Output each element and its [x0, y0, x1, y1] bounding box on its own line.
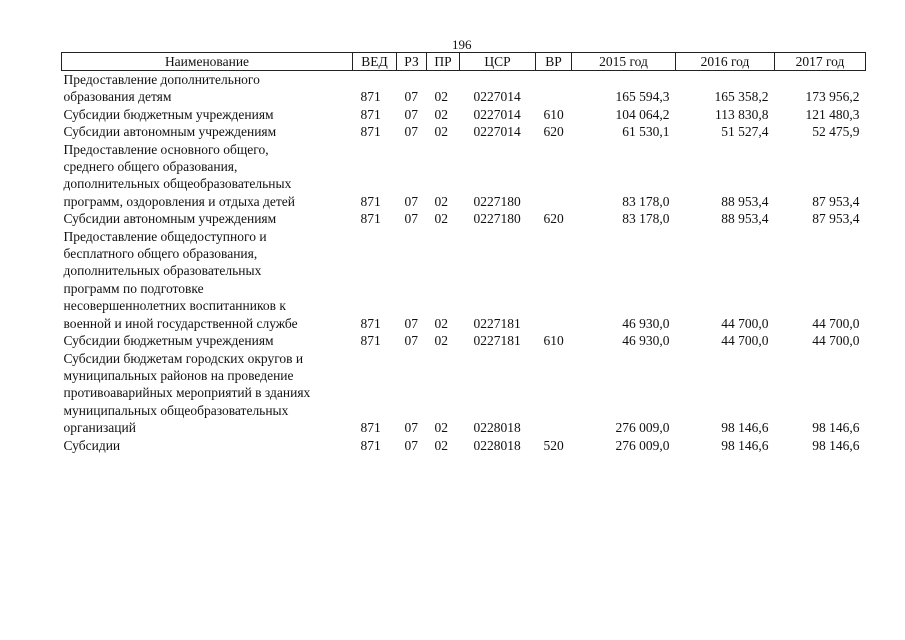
row-name-cell: Субсидии автономным учреждениям — [63, 211, 277, 227]
row-2017-cell: 87 953,4 — [812, 211, 860, 227]
row-vr-cell — [536, 228, 572, 332]
row-2016-cell: 44 700,0 — [721, 333, 769, 349]
row-rz-cell: 07 — [404, 124, 418, 140]
row-2015-cell: 46 930,0 — [622, 333, 670, 349]
row-rz-cell: 07 — [404, 437, 418, 453]
row-rz-cell: 07 — [404, 89, 418, 105]
row-rz-cell: 07 — [404, 106, 418, 122]
row-2017-cell: 173 956,2 — [805, 89, 860, 105]
table-row — [62, 228, 866, 332]
row-csr-cell: 0227181 — [473, 315, 521, 331]
row-2016-cell: 98 146,6 — [721, 420, 769, 436]
header-vr: ВР — [536, 53, 572, 71]
row-2016-cell: 98 146,6 — [721, 437, 769, 453]
row-vr-cell — [536, 350, 572, 437]
row-vr-cell: 610 — [543, 333, 564, 349]
row-csr-cell: 0227014 — [473, 124, 521, 140]
row-2017-cell: 44 700,0 — [812, 333, 860, 349]
row-ved-cell: 871 — [360, 333, 381, 349]
row-2017-cell: 98 146,6 — [812, 420, 860, 436]
row-name-cell: Предоставление основного общего, среднего общего образования, дополнительных общеобразовательных программ, оздоровления и отдыха детей — [63, 141, 296, 209]
row-ved-cell: 871 — [360, 211, 381, 227]
row-name-cell: Субсидии — [63, 437, 121, 453]
row-pr-cell: 02 — [434, 106, 448, 122]
table-row — [62, 123, 866, 140]
table-row — [62, 332, 866, 349]
row-csr-cell: 0227181 — [473, 333, 521, 349]
row-2016-cell: 51 527,4 — [721, 124, 769, 140]
budget-table — [61, 52, 866, 454]
row-2015-cell: 46 930,0 — [622, 315, 670, 331]
table-row — [62, 437, 866, 454]
row-vr-cell: 520 — [543, 437, 564, 453]
header-rz: РЗ — [397, 53, 427, 71]
table-row — [62, 350, 866, 437]
row-2016-cell: 113 830,8 — [715, 106, 769, 122]
row-name-cell: Субсидии бюджетным учреждениям — [63, 106, 274, 122]
row-ved-cell: 871 — [360, 193, 381, 209]
header-2017: 2017 год — [775, 53, 866, 71]
row-2015-cell: 104 064,2 — [615, 106, 670, 122]
row-csr-cell: 0227180 — [473, 193, 521, 209]
row-2017-cell: 121 480,3 — [805, 106, 860, 122]
row-pr-cell: 02 — [434, 333, 448, 349]
row-vr-cell: 620 — [543, 124, 564, 140]
row-vr-cell: 620 — [543, 211, 564, 227]
row-name-cell: Предоставление общедоступного и бесплатного общего образования, дополнительных образовательных программ по подготовке несовершеннолетних воспитанников к военной и иной государственной службе — [63, 228, 298, 331]
table-row — [62, 141, 866, 211]
row-csr-cell: 0228018 — [473, 437, 521, 453]
row-vr-cell — [536, 141, 572, 211]
row-vr-cell: 610 — [543, 106, 564, 122]
row-2017-cell: 87 953,4 — [812, 193, 860, 209]
row-2015-cell: 83 178,0 — [622, 211, 670, 227]
row-pr-cell: 02 — [434, 437, 448, 453]
table-row — [62, 71, 866, 106]
row-pr-cell: 02 — [434, 315, 448, 331]
table-header-row — [62, 53, 866, 71]
row-name-cell: Субсидии бюджетам городских округов и муниципальных районов на проведение противоаварийных мероприятий в зданиях муниципальных общеобразовательных организаций — [63, 350, 311, 436]
row-2015-cell: 61 530,1 — [622, 124, 670, 140]
row-csr-cell: 0228018 — [473, 420, 521, 436]
row-rz-cell: 07 — [404, 333, 418, 349]
row-vr-cell — [536, 71, 572, 106]
row-pr-cell: 02 — [434, 193, 448, 209]
page-number: 196 — [452, 37, 472, 52]
row-2015-cell: 276 009,0 — [615, 437, 670, 453]
row-pr-cell: 02 — [434, 420, 448, 436]
table-row — [62, 106, 866, 123]
row-pr-cell: 02 — [434, 211, 448, 227]
row-ved-cell: 871 — [360, 315, 381, 331]
header-csr: ЦСР — [460, 53, 536, 71]
row-ved-cell: 871 — [360, 420, 381, 436]
row-csr-cell: 0227014 — [473, 106, 521, 122]
row-rz-cell: 07 — [404, 193, 418, 209]
row-pr-cell: 02 — [434, 124, 448, 140]
row-rz-cell: 07 — [404, 420, 418, 436]
row-pr-cell: 02 — [434, 89, 448, 105]
row-2016-cell: 165 358,2 — [714, 89, 769, 105]
table-row — [62, 210, 866, 227]
row-ved-cell: 871 — [360, 124, 381, 140]
row-2017-cell: 44 700,0 — [812, 315, 860, 331]
row-name-cell: Предоставление дополнительного образования детям — [63, 72, 260, 105]
row-name-cell: Субсидии автономным учреждениям — [63, 124, 277, 140]
header-name: Наименование — [62, 53, 353, 71]
header-pr: ПР — [427, 53, 460, 71]
row-rz-cell: 07 — [404, 211, 418, 227]
row-csr-cell: 0227180 — [473, 211, 521, 227]
row-2017-cell: 98 146,6 — [812, 437, 860, 453]
row-2016-cell: 44 700,0 — [721, 315, 769, 331]
table-body — [62, 71, 866, 454]
row-rz-cell: 07 — [404, 315, 418, 331]
row-name-cell: Субсидии бюджетным учреждениям — [63, 333, 274, 349]
header-2016: 2016 год — [676, 53, 775, 71]
row-ved-cell: 871 — [360, 89, 381, 105]
row-2015-cell: 276 009,0 — [615, 420, 670, 436]
row-2015-cell: 165 594,3 — [615, 89, 670, 105]
header-2015: 2015 год — [572, 53, 676, 71]
row-csr-cell: 0227014 — [473, 89, 521, 105]
row-ved-cell: 871 — [360, 106, 381, 122]
row-2015-cell: 83 178,0 — [622, 193, 670, 209]
header-ved: ВЕД — [353, 53, 397, 71]
row-2016-cell: 88 953,4 — [721, 211, 769, 227]
row-2017-cell: 52 475,9 — [812, 124, 860, 140]
row-2016-cell: 88 953,4 — [721, 193, 769, 209]
row-ved-cell: 871 — [360, 437, 381, 453]
